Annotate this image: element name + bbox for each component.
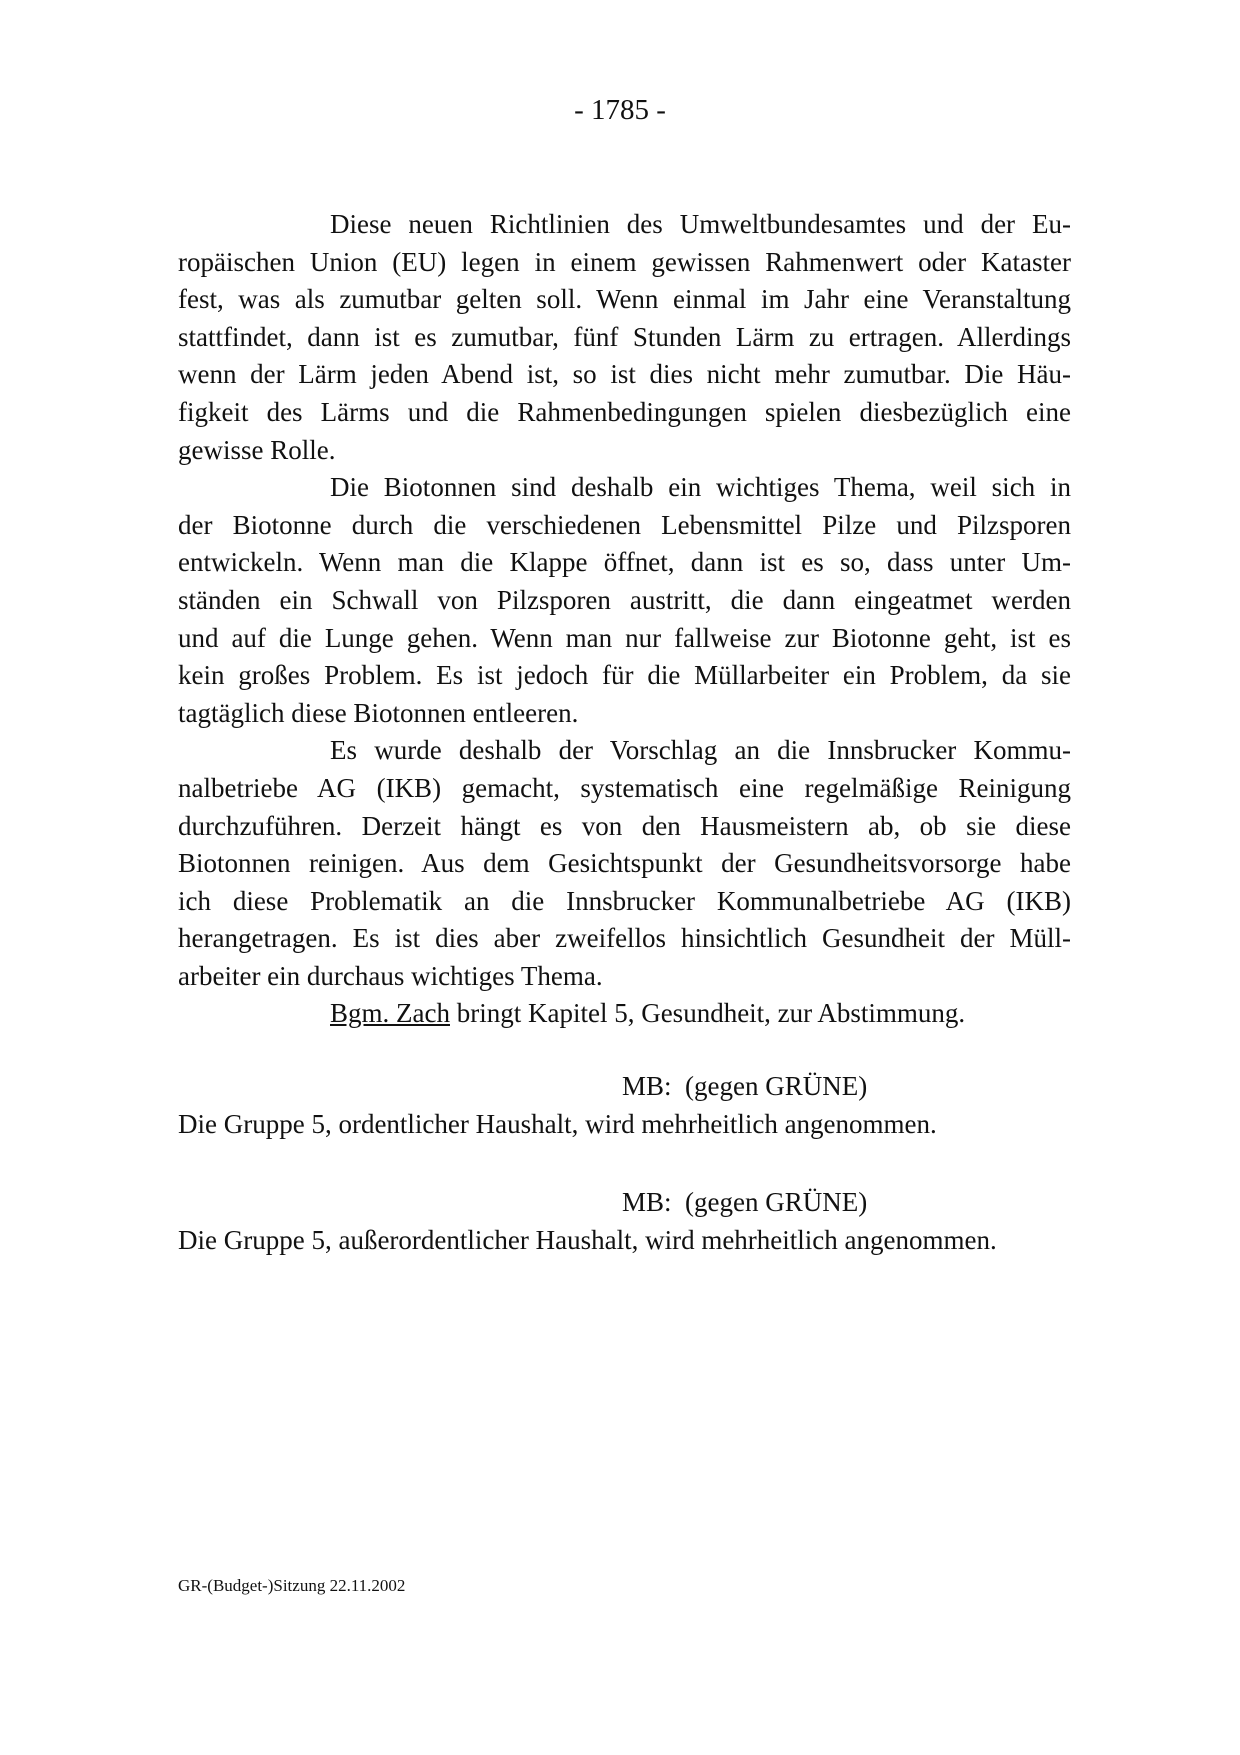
text-line: fest, was als zumutbar gelten soll. Wenn einmal im Jahr eine Veranstaltung xyxy=(178,284,1071,315)
vote-result-1: Die Gruppe 5, ordentlicher Haushalt, wird mehrheitlich angenommen. xyxy=(178,1109,937,1139)
text-line: der Biotonne durch die verschiedenen Lebensmittel Pilze und Pilzsporen xyxy=(178,509,1071,540)
text-line: Diese neuen Richtlinien des Umweltbundesamtes und der Eu- xyxy=(330,209,1071,239)
paragraph-3 xyxy=(178,732,1071,995)
speaker-name: Bgm. Zach xyxy=(330,998,450,1029)
vote-label-2: MB: (gegen GRÜNE) xyxy=(622,1187,868,1217)
text-line: ropäischen Union (EU) legen in einem gewissen Rahmenwert oder Kataster xyxy=(178,246,1071,277)
text-line: arbeiter ein durchaus wichtiges Thema. xyxy=(178,960,603,991)
text-line: nalbetriebe AG (IKB) gemacht, systematisch eine regelmäßige Reinigung xyxy=(178,772,1071,803)
speaker-statement-text: bringt Kapitel 5, Gesundheit, zur Abstimmung. xyxy=(449,998,966,1029)
speaker-statement xyxy=(178,995,1071,1033)
text-line: gewisse Rolle. xyxy=(178,434,336,465)
text-line: kein großes Problem. Es ist jedoch für die Müllarbeiter ein Problem, da sie xyxy=(178,660,1071,691)
paragraph-1 xyxy=(178,206,1071,469)
text-line: wenn der Lärm jeden Abend ist, so ist dies nicht mehr zumutbar. Die Häu- xyxy=(178,359,1071,390)
text-line: figkeit des Lärms und die Rahmenbedingungen spielen diesbezüglich eine xyxy=(178,396,1071,427)
text-line: tagtäglich diese Biotonnen entleeren. xyxy=(178,697,579,728)
text-line: durchzuführen. Derzeit hängt es von den Hausmeistern ab, ob sie diese xyxy=(178,810,1071,841)
paragraph-2 xyxy=(178,469,1071,732)
text-line: ständen ein Schwall von Pilzsporen austritt, die dann eingeatmet werden xyxy=(178,584,1071,615)
text-line: ich diese Problematik an die Innsbrucker Kommunalbetriebe AG (IKB) xyxy=(178,885,1071,916)
footer-session-date: GR-(Budget-)Sitzung 22.11.2002 xyxy=(178,1576,406,1595)
page-number: - 1785 - xyxy=(574,94,666,126)
text-line: entwickeln. Wenn man die Klappe öffnet, dann ist es so, dass unter Um- xyxy=(178,547,1071,578)
text-line: stattfindet, dann ist es zumutbar, fünf Stunden Lärm zu ertragen. Allerdings xyxy=(178,321,1071,352)
text-line: herangetragen. Es ist dies aber zweifellos hinsichtlich Gesundheit der Müll- xyxy=(178,923,1071,954)
vote-label-1: MB: (gegen GRÜNE) xyxy=(622,1071,868,1101)
text-line: und auf die Lunge gehen. Wenn man nur fallweise zur Biotonne geht, ist es xyxy=(178,622,1071,653)
document-body xyxy=(178,206,1071,1033)
text-line: Biotonnen reinigen. Aus dem Gesichtspunkt der Gesundheitsvorsorge habe xyxy=(178,848,1071,879)
text-line: Die Biotonnen sind deshalb ein wichtiges Thema, weil sich in xyxy=(330,472,1071,503)
text-line: Es wurde deshalb der Vorschlag an die Innsbrucker Kommu- xyxy=(330,735,1071,766)
vote-result-2: Die Gruppe 5, außerordentlicher Haushalt, wird mehrheitlich angenommen. xyxy=(178,1225,997,1255)
